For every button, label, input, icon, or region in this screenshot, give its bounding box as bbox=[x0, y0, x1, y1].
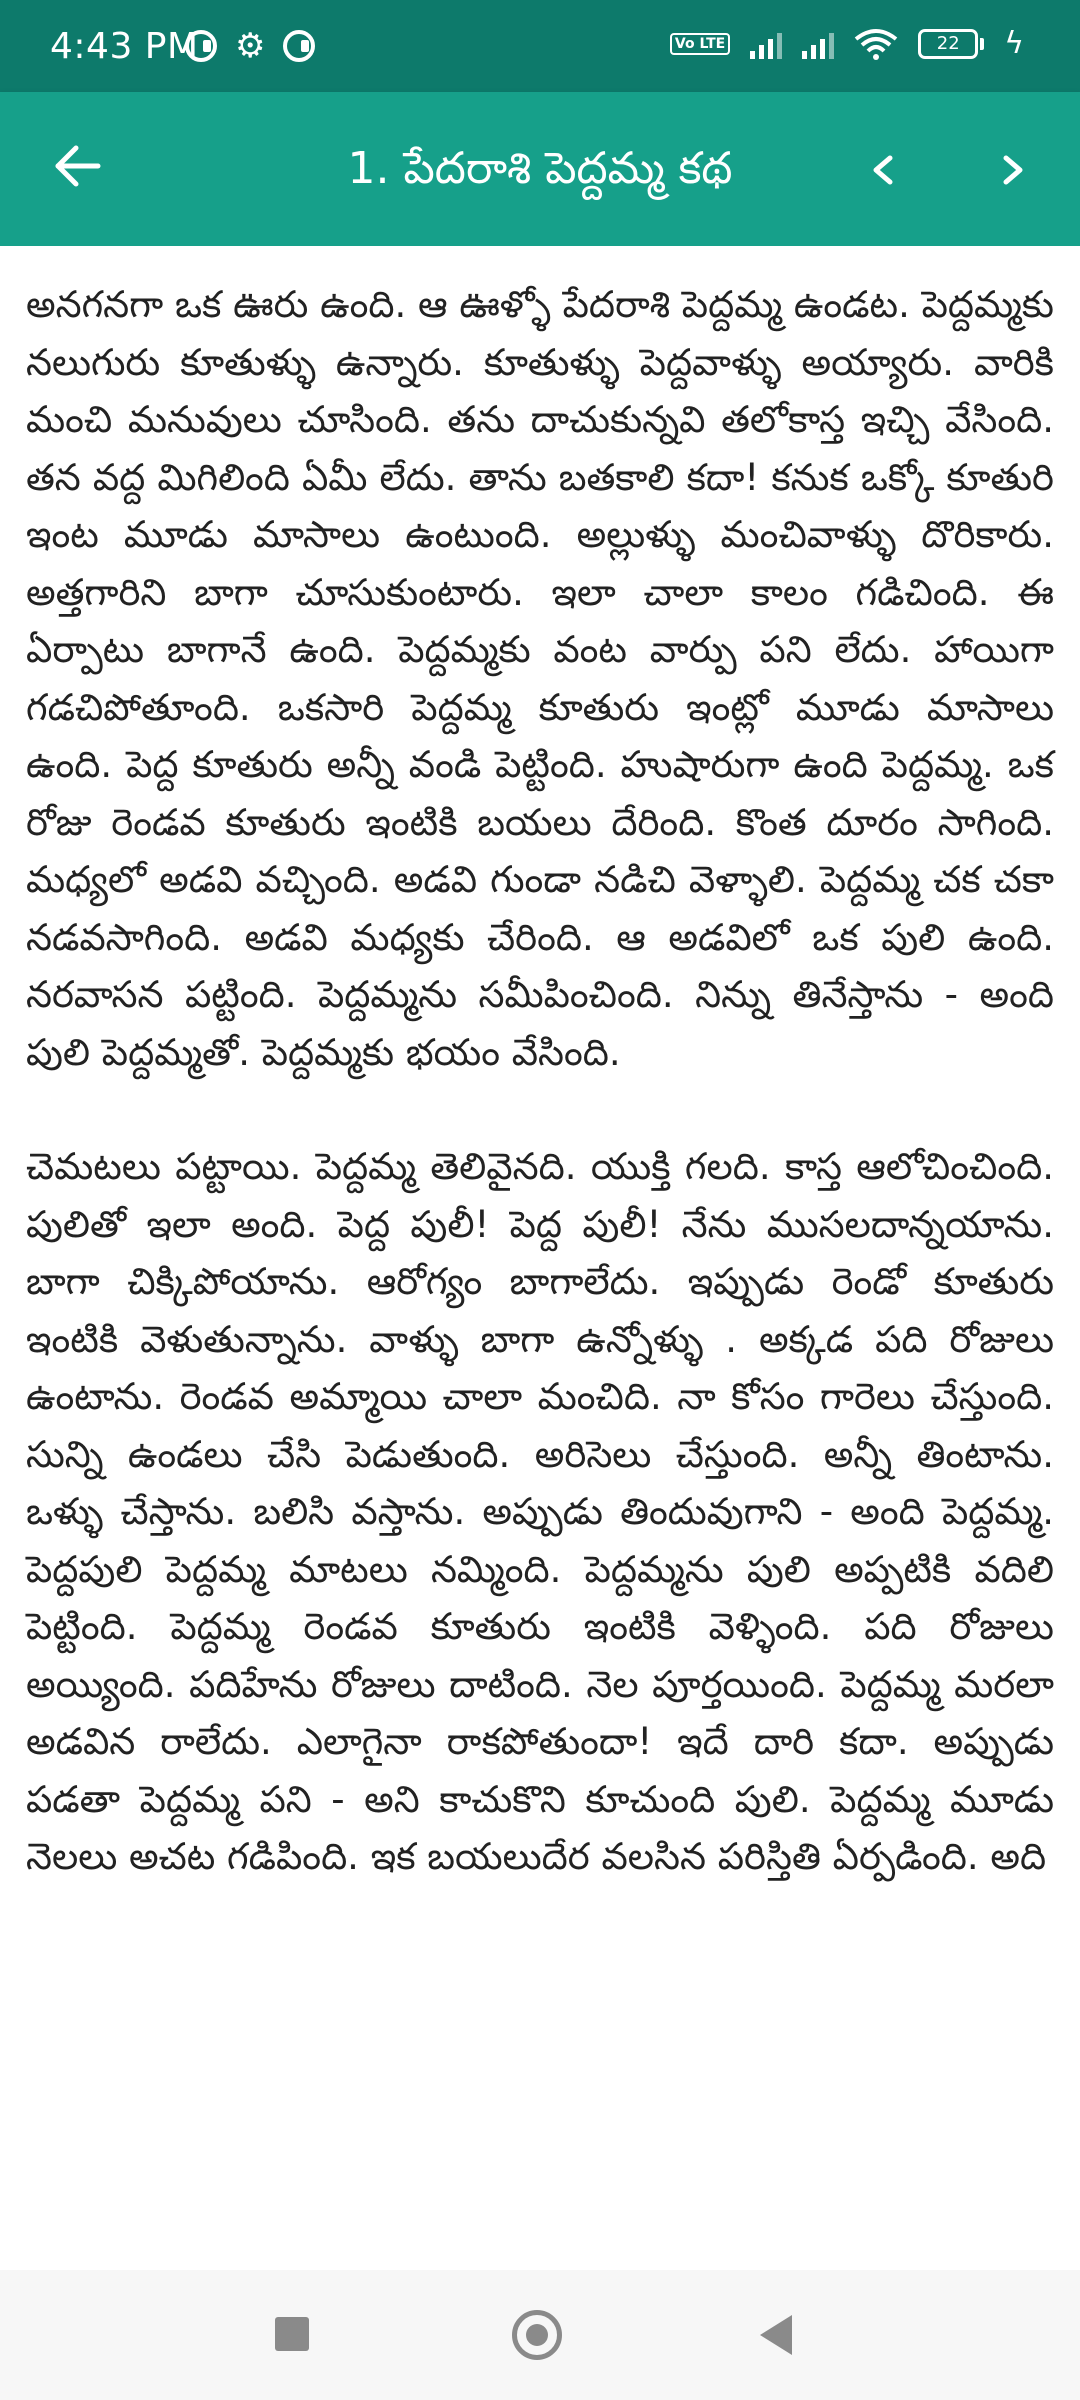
signal-icon bbox=[802, 29, 834, 59]
battery-icon bbox=[918, 29, 984, 59]
status-time: 4:43 PM bbox=[50, 26, 199, 67]
story-text bbox=[26, 276, 1054, 1943]
wifi-icon bbox=[854, 27, 898, 61]
charging-icon: ϟ bbox=[1004, 26, 1024, 61]
story-paragraph-2: చెమటలు పట్టాయి. పెద్దమ్మ తెలివైనది. యుక్తి గలది. కాస్త ఆలోచించింది. పులితో ఇలా అంది. పెద్ద పులీ! పెద్ద పులీ! నేను ముసలదాన్నయాను. బాగా చిక్కిపోయాను. ఆరోగ్యం బాగాలేదు. ఇప్పుడు రెండో కూతురు ఇంటికి వెళుతున్నాను. వాళ్ళు బాగా ఉన్నోళ్ళు . అక్కడ పది రోజులు ఉంటాను. రెండవ అమ్మాయి చాలా మంచిది. నా కోసం గారెలు చేస్తుంది. సున్ని ఉండలు చేసి పెడుతుంది. అరిసెలు చేస్తుంది. అన్నీ తింటాను. ఒళ్ళు చేస్తాను. బలిసి వస్తాను. అప్పుడు తిందువుగాని - అంది పెద్దమ్మ. పెద్దపులి పెద్దమ్మ మాటలు నమ్మింది. పెద్దమ్మను పులి అప్పటికి వదిలి పెట్టింది. పెద్దమ్మ రెండవ కూతురు ఇంటికి వెళ్ళింది. పది రోజులు అయ్యింది. పదిహేను రోజులు దాటింది. నెల పూర్తయింది. పెద్దమ్మ మరలా అడవిన రాలేదు. ఎలాగైనా రాకపోతుందా! ఇదే దారి కదా. అప్పుడు పడతా పెద్దమ్మ పని - అని కాచుకొని కూచుంది పులి. పెద్దమ్మ మూడు నెలలు అచట గడిపింది. ఇక బయలుదేర వలసిన పరిస్తితి ఏర్పడింది. అది bbox=[26, 1145, 1054, 1878]
signal-icon bbox=[750, 29, 782, 59]
page-title: 1. పేదరాశి పెద్దమ్మ కథ bbox=[347, 143, 733, 194]
square-icon[interactable] bbox=[275, 2317, 309, 2351]
status-bar bbox=[0, 0, 1080, 92]
notification-icon bbox=[185, 30, 217, 62]
story-scroll-area[interactable] bbox=[0, 246, 1080, 2270]
home-circle-icon[interactable] bbox=[512, 2310, 562, 2360]
notification-icon bbox=[283, 30, 315, 62]
status-right-icons bbox=[670, 26, 1024, 61]
gear-icon: ⚙ bbox=[235, 26, 266, 66]
volte-icon: Vo LTE bbox=[670, 33, 730, 55]
chevron-left-icon[interactable] bbox=[862, 140, 902, 200]
system-nav-bar bbox=[0, 2270, 1080, 2400]
story-paragraph-1: అనగనగా ఒక ఊరు ఉంది. ఆ ఊళ్ళో పేదరాశి పెద్దమ్మ ఉండట. పెద్దమ్మకు నలుగురు కూతుళ్ళు ఉన్నారు. కూతుళ్ళు పెద్దవాళ్ళు అయ్యారు. వారికి మంచి మనువులు చూసింది. తను దాచుకున్నవి తలోకాస్త ఇచ్చి వేసింది. తన వద్ద మిగిలింది ఏమీ లేదు. తాను బతకాలి కదా! కనుక ఒక్కో కూతురి ఇంట మూడు మాసాలు ఉంటుంది. అల్లుళ్ళు మంచివాళ్ళు దొరికారు. అత్తగారిని బాగా చూసుకుంటారు. ఇలా చాలా కాలం గడిచింది. ఈ ఏర్పాటు బాగానే ఉంది. పెద్దమ్మకు వంట వార్పు పని లేదు. హాయిగా గడచిపోతూంది. ఒకసారి పెద్దమ్మ కూతురు ఇంట్లో మూడు మాసాలు ఉంది. పెద్ద కూతురు అన్నీ వండి పెట్టింది. హుషారుగా ఉంది పెద్దమ్మ. ఒక రోజు రెండవ కూతురు ఇంటికి బయలు దేరింది. కొంత దూరం సాగింది. మధ్యలో అడవి వచ్చింది. అడవి గుండా నడిచి వెళ్ళాలి. పెద్దమ్మ చక చకా నడవసాగింది. అడవి మధ్యకు చేరింది. ఆ అడవిలో ఒక పులి ఉంది. నరవాసన పట్టింది. పెద్దమ్మను సమీపించింది. నిన్ను తినేస్తాను - అంది పులి పెద్దమ్మతో. పెద్దమ్మకు భయం వేసింది. bbox=[26, 283, 1054, 1074]
status-left-icons bbox=[185, 26, 315, 66]
battery-level: 22 bbox=[918, 29, 978, 59]
back-triangle-icon[interactable] bbox=[760, 2315, 792, 2355]
app-bar bbox=[0, 92, 1080, 246]
chevron-right-icon[interactable] bbox=[994, 140, 1034, 200]
